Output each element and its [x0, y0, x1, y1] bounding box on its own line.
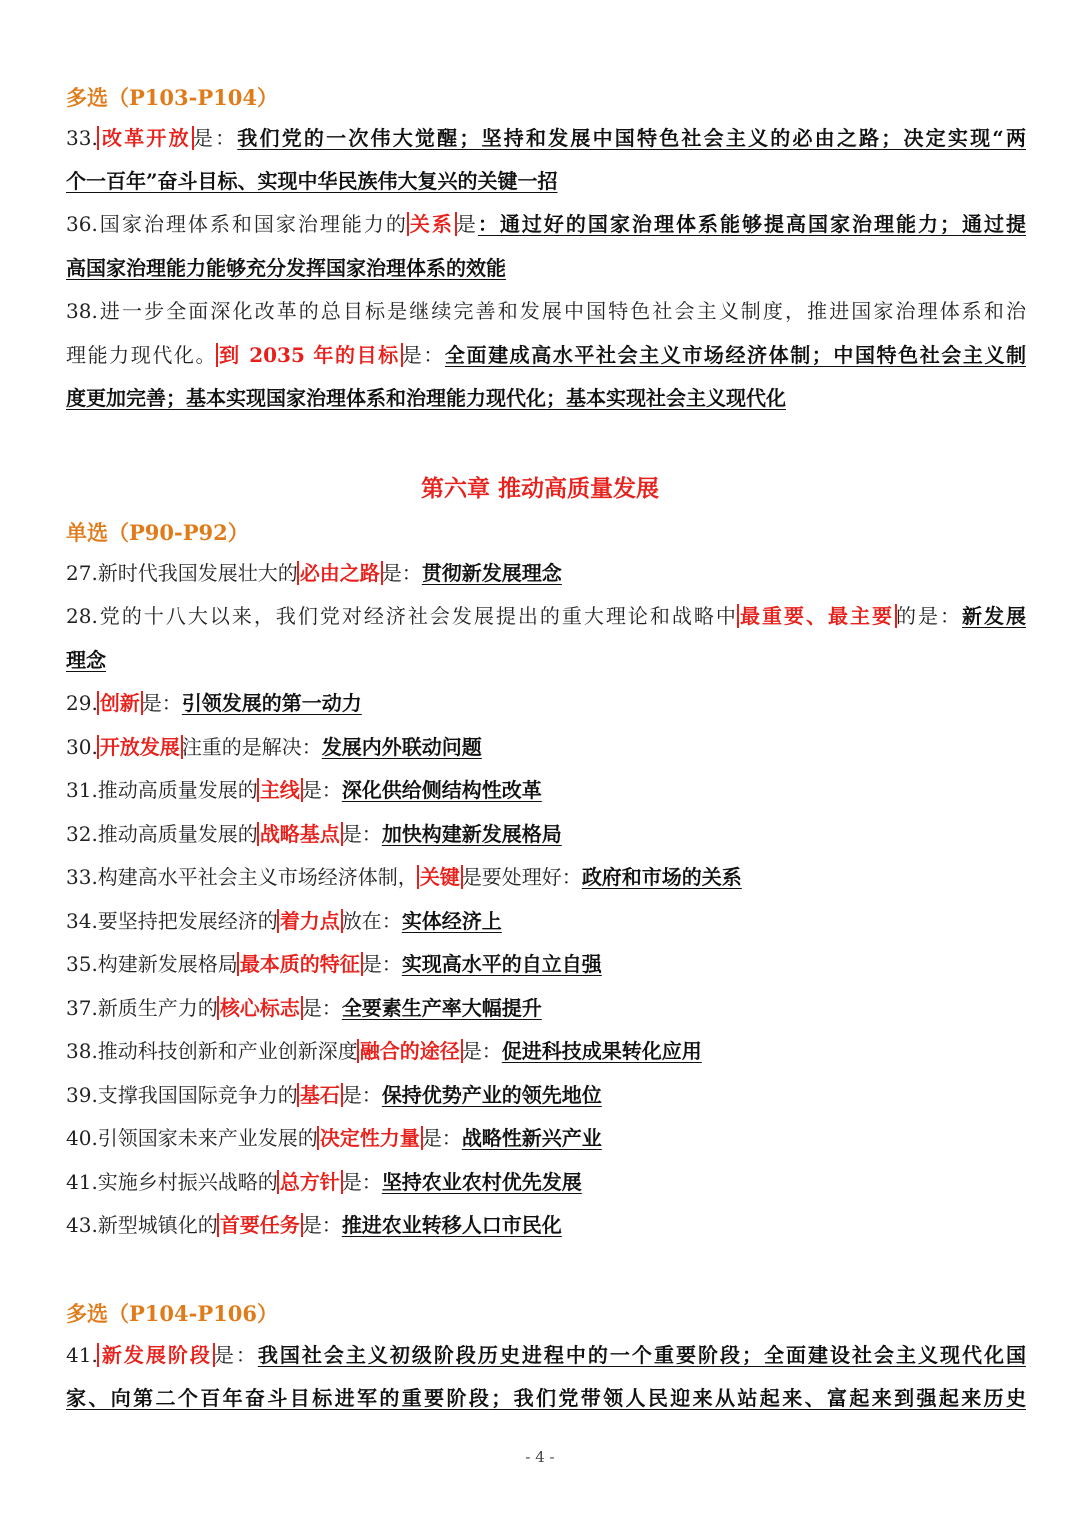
question-connector: 是： [192, 126, 238, 150]
question-text: 43.新型城镇化的 [66, 1213, 218, 1237]
single-question [66, 952, 1026, 976]
question-connector: 是： [141, 691, 182, 715]
answer-text: 度更加完善；基本实现国家治理体系和治理能力现代化；基本实现社会主义现代化 [66, 386, 786, 410]
answer-text: 促进科技成果转化应用 [501, 1039, 702, 1063]
question-text: 理能力现代化。 [66, 343, 218, 367]
single-question [66, 691, 1026, 715]
answer-text: 实现高水平的自立自强 [401, 952, 602, 976]
question-connector: 是： [301, 996, 342, 1020]
answer-text: 保持优势产业的领先地位 [381, 1083, 602, 1107]
question-connector: 是： [341, 1170, 382, 1194]
answer-text: 战略性新兴产业 [461, 1126, 602, 1150]
single-question [66, 1039, 1026, 1063]
question-connector: 是： [401, 343, 445, 367]
keyword-highlight: 主线 [259, 778, 300, 802]
answer-text: 个一百年”奋斗目标、实现中华民族伟大复兴的关键一招 [66, 169, 558, 193]
question-connector: 是 [455, 212, 478, 236]
question-text: 40.引领国家未来产业发展的 [66, 1126, 318, 1150]
question-38-multi-cont [66, 386, 1026, 410]
answer-text: 贯彻新发展理念 [421, 561, 562, 585]
question-connector: 是要处理好： [461, 865, 582, 889]
question-38-multi-line2 [66, 343, 1026, 367]
keyword-highlight: 最本质的特征 [239, 952, 360, 976]
question-text: 38.推动科技创新和产业创新深度 [66, 1039, 358, 1063]
keyword-highlight: 关系 [409, 212, 454, 236]
answer-text: 理念 [66, 648, 106, 672]
question-text: 30. [66, 735, 98, 759]
single-question [66, 909, 1026, 933]
chapter-title: 第六章 推动高质量发展 [420, 475, 659, 502]
answer-text: 引领发展的第一动力 [181, 691, 362, 715]
answer-text: 新发展 [962, 604, 1026, 628]
answer-text: 我国社会主义初级阶段历史进程中的一个重要阶段；全面建设社会主义现代化国 [257, 1343, 1026, 1367]
answer-text: ：通过好的国家治理体系能够提高国家治理能力；通过提 [477, 212, 1026, 236]
question-41-multi-cont [66, 1386, 1026, 1410]
keyword-highlight: 战略基点 [259, 822, 340, 846]
question-text: 31.推动高质量发展的 [66, 778, 258, 802]
question-text: 29. [66, 691, 98, 715]
question-text: 37.新质生产力的 [66, 996, 218, 1020]
question-text: 32.推动高质量发展的 [66, 822, 258, 846]
question-connector: 是： [461, 1039, 502, 1063]
keyword-highlight: 必由之路 [299, 561, 380, 585]
keyword-highlight: 着力点 [279, 909, 340, 933]
question-38-multi: 38.进一步全面深化改革的总目标是继续完善和发展中国特色社会主义制度，推进国家治理体系和治 [66, 299, 1026, 323]
single-question [66, 822, 1026, 846]
answer-text: 全要素生产率大幅提升 [341, 996, 542, 1020]
keyword-highlight: 首要任务 [219, 1213, 300, 1237]
question-text: 41.实施乡村振兴战略的 [66, 1170, 278, 1194]
question-number: 41. [66, 1343, 98, 1367]
question-33-multi-cont [66, 169, 1026, 193]
question-connector: 是： [341, 822, 382, 846]
single-question [66, 778, 1026, 802]
question-36-multi-cont [66, 256, 1026, 280]
single-question [66, 561, 1026, 585]
question-connector: 是： [213, 1343, 258, 1367]
question-connector: 是： [301, 1213, 342, 1237]
answer-text: 家、向第二个百年奋斗目标进军的重要阶段；我们党带领人民迎来从站起来、富起来到强起来历史 [66, 1386, 1026, 1410]
question-text: 27.新时代我国发展壮大的 [66, 561, 298, 585]
question-connector: 注重的是解决： [181, 735, 322, 759]
section-heading-single: 单选（P90-P92） [66, 520, 249, 545]
single-question [66, 1083, 1026, 1107]
question-36-multi [66, 212, 1026, 236]
question-connector: 是： [381, 561, 422, 585]
question-connector: 是： [301, 778, 342, 802]
answer-text: 深化供给侧结构性改革 [341, 778, 542, 802]
question-text: 35.构建新发展格局 [66, 952, 238, 976]
single-question [66, 1213, 1026, 1237]
answer-text: 坚持农业农村优先发展 [381, 1170, 582, 1194]
question-connector: 是： [421, 1126, 462, 1150]
question-connector: 放在： [341, 909, 402, 933]
question-41-multi [66, 1343, 1026, 1367]
keyword-highlight: 关键 [419, 865, 460, 889]
question-text: 34.要坚持把发展经济的 [66, 909, 278, 933]
question-number: 33. [66, 126, 98, 150]
keyword-highlight: 最重要、最主要 [739, 604, 894, 628]
keyword-highlight: 创新 [99, 691, 140, 715]
question-text: 36.国家治理体系和国家治理能力的 [66, 212, 408, 236]
question-text: 39.支撑我国国际竞争力的 [66, 1083, 298, 1107]
single-question [66, 865, 1026, 889]
single-question [66, 1170, 1026, 1194]
answer-text: 政府和市场的关系 [581, 865, 742, 889]
keyword-highlight: 新发展阶段 [99, 1343, 212, 1367]
question-33-multi [66, 126, 1026, 150]
keyword-highlight: 开放发展 [99, 735, 180, 759]
answer-text: 发展内外联动问题 [321, 735, 482, 759]
keyword-highlight: 融合的途径 [359, 1039, 460, 1063]
question-connector: 是： [361, 952, 402, 976]
answer-text: 实体经济上 [401, 909, 502, 933]
keyword-highlight: 改革开放 [99, 126, 191, 150]
keyword-highlight: 决定性力量 [319, 1126, 420, 1150]
single-question [66, 996, 1026, 1020]
question-text: 33.构建高水平社会主义市场经济体制， [66, 865, 418, 889]
question-connector: 是： [341, 1083, 382, 1107]
answer-text: 我们党的一次伟大觉醒；坚持和发展中国特色社会主义的必由之路；决定实现“两 [237, 126, 1026, 150]
keyword-highlight: 总方针 [279, 1170, 340, 1194]
question-connector: 的是： [895, 604, 962, 628]
section-heading-multi-2: 多选（P104-P106） [66, 1301, 278, 1326]
single-question [66, 1126, 1026, 1150]
single-question-cont [66, 648, 1026, 672]
keyword-highlight: 核心标志 [219, 996, 300, 1020]
keyword-highlight: 基石 [299, 1083, 340, 1107]
section-heading-multi-1: 多选（P103-P104） [66, 85, 278, 110]
answer-text: 推进农业转移人口市民化 [341, 1213, 562, 1237]
keyword-highlight: 到 2035 年的目标 [219, 343, 400, 367]
answer-text: 高国家治理能力能够充分发挥国家治理体系的效能 [66, 256, 506, 280]
single-question [66, 735, 1026, 759]
answer-text: 全面建成高水平社会主义市场经济体制；中国特色社会主义制 [444, 343, 1026, 367]
answer-text: 加快构建新发展格局 [381, 822, 562, 846]
page-number: - 4 - [525, 1448, 555, 1466]
question-text: 28.党的十八大以来，我们党对经济社会发展提出的重大理论和战略中 [66, 604, 738, 628]
single-question [66, 604, 1026, 628]
